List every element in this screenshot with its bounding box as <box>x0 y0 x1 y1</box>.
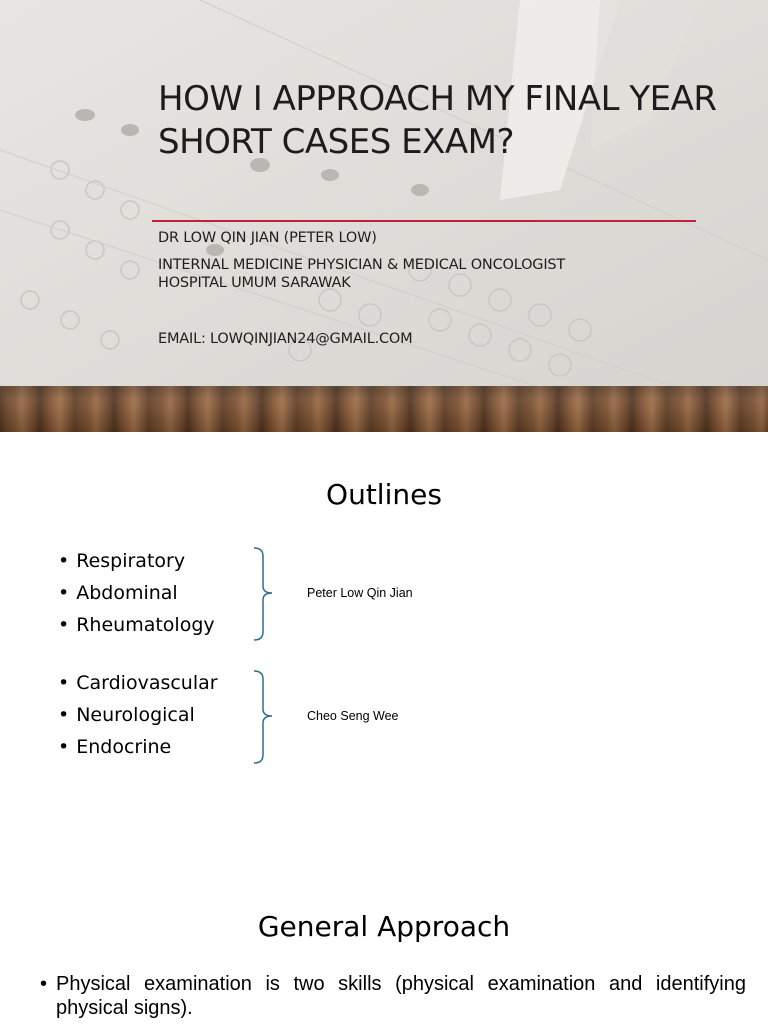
list-item: • Cardiovascular <box>58 667 218 699</box>
outlines-title: Outlines <box>326 478 442 511</box>
author-role: INTERNAL MEDICINE PHYSICIAN & MEDICAL ONCOLOGIST <box>158 257 566 273</box>
list-item: • Rheumatology <box>58 609 215 641</box>
list-item: • Neurological <box>58 699 218 731</box>
bullet-paragraph <box>40 972 746 1020</box>
presenter-label-1: Peter Low Qin Jian <box>307 586 413 600</box>
general-approach-title: General Approach <box>257 910 511 943</box>
author-email: EMAIL: LOWQINJIAN24@GMAIL.COM <box>158 331 413 347</box>
presenter-label-2: Cheo Seng Wee <box>307 709 399 723</box>
list-item: • Respiratory <box>58 545 215 577</box>
bullet-icon: • <box>40 973 48 995</box>
accent-divider <box>152 220 696 222</box>
right-brace-icon <box>250 546 276 642</box>
list-item: • Endocrine <box>58 731 218 763</box>
floor-shading <box>0 386 768 432</box>
right-brace-icon <box>250 669 276 765</box>
outline-group-2 <box>58 667 218 763</box>
slide-title: HOW I APPROACH MY FINAL YEAR SHORT CASES EXAM? <box>158 79 717 162</box>
paragraph-text: Physical examination is two skills (physical examination and identifying physical signs). <box>56 973 746 1019</box>
title-slide <box>0 0 768 432</box>
outline-group-1 <box>58 545 215 641</box>
list-item: • Abdominal <box>58 577 215 609</box>
author-hospital: HOSPITAL UMUM SARAWAK <box>158 275 351 291</box>
author-name: DR LOW QIN JIAN (PETER LOW) <box>158 230 377 246</box>
